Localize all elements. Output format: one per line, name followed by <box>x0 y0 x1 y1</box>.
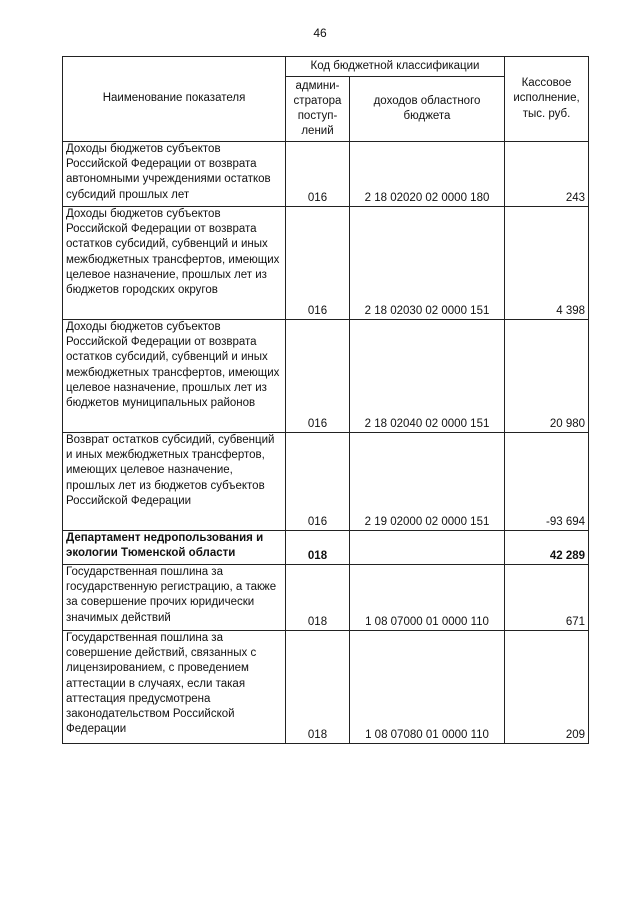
table-row-department <box>63 531 589 565</box>
row-revenue-code: 1 08 07080 01 0000 110 <box>350 631 505 744</box>
header-administrator: админи-стратора поступ-лений <box>286 77 350 142</box>
row-name: Доходы бюджетов субъектов Российской Федерации от возврата остатков субсидий, субвенций и иных межбюджетных трансфертов, имеющих целевое назначение, прошлых лет из бюджетов муниципальных районов <box>63 320 286 433</box>
row-admin-code: 016 <box>286 207 350 320</box>
row-sum: 243 <box>505 142 589 207</box>
row-sum: -93 694 <box>505 433 589 531</box>
header-cash-execution: Кассовое исполнение, тыс. руб. <box>505 57 589 142</box>
row-admin-code: 016 <box>286 433 350 531</box>
table-row <box>63 433 589 531</box>
row-name: Государственная пошлина за совершение действий, связанных с лицензированием, с проведением аттестации в случаях, если такая аттестация предусмотрена законодательством Российской Федерации <box>63 631 286 744</box>
row-admin-code: 016 <box>286 320 350 433</box>
header-regional-revenue: доходов областного бюджета <box>350 77 505 142</box>
row-name: Доходы бюджетов субъектов Российской Федерации от возврата остатков субсидий, субвенций и иных межбюджетных трансфертов, имеющих целевое назначение, прошлых лет из бюджетов городских округов <box>63 207 286 320</box>
row-name: Доходы бюджетов субъектов Российской Федерации от возврата автономными учреждениями остатков субсидий прошлых лет <box>63 142 286 207</box>
row-revenue-code <box>350 531 505 565</box>
row-sum: 20 980 <box>505 320 589 433</box>
row-revenue-code: 2 18 02030 02 0000 151 <box>350 207 505 320</box>
row-revenue-code: 2 18 02040 02 0000 151 <box>350 320 505 433</box>
row-name: Департамент недропользования и экологии Тюменской области <box>63 531 286 565</box>
row-revenue-code: 1 08 07000 01 0000 110 <box>350 565 505 631</box>
row-sum: 4 398 <box>505 207 589 320</box>
budget-table <box>62 56 589 744</box>
row-sum: 209 <box>505 631 589 744</box>
row-admin-code: 016 <box>286 142 350 207</box>
row-name: Государственная пошлина за государственную регистрацию, а также за совершение прочих юридически значимых действий <box>63 565 286 631</box>
row-admin-code: 018 <box>286 631 350 744</box>
table-row <box>63 631 589 744</box>
row-admin-code: 018 <box>286 531 350 565</box>
row-sum: 671 <box>505 565 589 631</box>
row-name: Возврат остатков субсидий, субвенций и иных межбюджетных трансфертов, имеющих целевое назначение, прошлых лет из бюджетов субъектов Российской Федерации <box>63 433 286 531</box>
header-name: Наименование показателя <box>63 57 286 142</box>
header-classification-code: Код бюджетной классификации <box>286 57 505 77</box>
row-sum: 42 289 <box>505 531 589 565</box>
table-row <box>63 565 589 631</box>
table-row <box>63 207 589 320</box>
row-revenue-code: 2 18 02020 02 0000 180 <box>350 142 505 207</box>
table-row <box>63 320 589 433</box>
row-admin-code: 018 <box>286 565 350 631</box>
row-revenue-code: 2 19 02000 02 0000 151 <box>350 433 505 531</box>
page-number: 46 <box>313 26 327 40</box>
table-row <box>63 142 589 207</box>
